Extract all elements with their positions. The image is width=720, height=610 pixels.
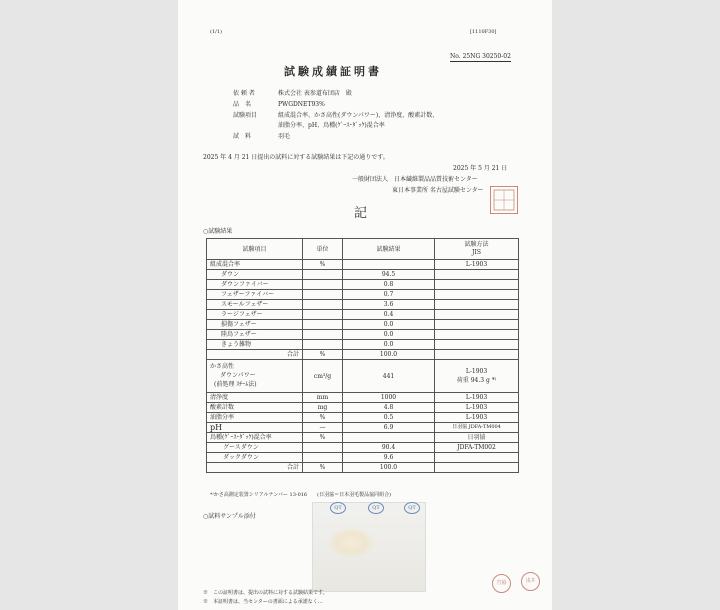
info-value-product: PWGDNET93% [278, 101, 325, 108]
sample-logo-3: QT [404, 502, 420, 514]
row-value: 1000 [343, 393, 435, 403]
note-1: ※ この証明書は、提出の試料に対する試験結果です。 [203, 590, 328, 596]
empty-cell [435, 300, 519, 310]
species-total-value: 100.0 [343, 463, 435, 473]
row-name: 油脂分率 [207, 413, 303, 423]
note-2: ※ 本証明書は、当センターの書面による承諾なく… [203, 599, 323, 605]
composition-total-value: 100.0 [343, 350, 435, 360]
bulk-unit: cm³/g [303, 360, 343, 393]
row-value: 0.8 [343, 280, 435, 290]
row-name: ダウン [207, 270, 303, 280]
row-name: きょう雑物 [207, 340, 303, 350]
empty-cell [303, 330, 343, 340]
table-row [207, 310, 519, 320]
empty-cell [435, 340, 519, 350]
row-name: ダウンファイバー [207, 280, 303, 290]
statement-text: 2025 年 4 月 21 日提出の試料に対する試験結果は下記の通りです。 [203, 154, 389, 161]
empty-cell [303, 443, 343, 453]
personal-stamp-1: 宮脇 [492, 574, 511, 593]
empty-cell [435, 350, 519, 360]
row-name: ラージフェザー [207, 310, 303, 320]
row-method: L-1903 [435, 403, 519, 413]
table-row [207, 330, 519, 340]
empty-cell [303, 270, 343, 280]
seal-icon [491, 187, 517, 213]
table-header-row [207, 239, 519, 260]
species-unit: % [303, 433, 343, 443]
empty-cell [435, 310, 519, 320]
table-row [207, 350, 519, 360]
table-row [207, 260, 519, 270]
table-row [207, 413, 519, 423]
row-name: グースダウン [207, 443, 303, 453]
species-total-unit: % [303, 463, 343, 473]
down-sample-image [328, 528, 374, 558]
issuer-office: 東日本事業所 名古屋試験センター [392, 187, 484, 194]
row-method: 日羽協 JDFA-TM004 [435, 423, 519, 433]
info-label-test-items: 試験項目 [233, 112, 258, 119]
header-method-label: 試験方法 [464, 241, 489, 248]
empty-cell [303, 310, 343, 320]
empty-cell [343, 260, 435, 270]
table-row [207, 320, 519, 330]
row-value: 90.4 [343, 443, 435, 453]
empty-cell [435, 320, 519, 330]
row-name: スモールフェザー [207, 300, 303, 310]
empty-cell [435, 453, 519, 463]
table-row [207, 340, 519, 350]
row-unit: mg [303, 403, 343, 413]
section-sample-heading: ○試料サンプル添付 [203, 513, 256, 520]
empty-cell [303, 280, 343, 290]
sample-logo-1: QT [330, 502, 346, 514]
bulk-method: L-1903 [465, 368, 488, 375]
empty-cell [435, 280, 519, 290]
footnote: *⁾かさ高測定装置シリアルナンバー 13-016 (日羽協＝日本羽毛製品協同組合) [210, 492, 392, 498]
row-value: 0.5 [343, 413, 435, 423]
composition-total-label: 合計 [207, 350, 303, 360]
bulk-cell [207, 360, 303, 393]
composition-label: 組成混合率 [207, 260, 303, 270]
row-value: 9.6 [343, 453, 435, 463]
row-method: L-1903 [435, 413, 519, 423]
ki-heading: 記 [354, 206, 368, 221]
table-row [207, 393, 519, 403]
species-method-2: JDFA-TM002 [435, 443, 519, 453]
empty-cell [343, 433, 435, 443]
composition-total-unit: % [303, 350, 343, 360]
row-name: 酸素計数 [207, 403, 303, 413]
row-unit: % [303, 413, 343, 423]
empty-cell [303, 300, 343, 310]
info-label-sample: 試 料 [233, 133, 252, 140]
header-unit: 単位 [303, 239, 343, 260]
form-code: [1110F30] [470, 29, 497, 35]
row-name: 損傷フェザー [207, 320, 303, 330]
results-table [206, 238, 519, 473]
empty-cell [303, 340, 343, 350]
row-value: 0.7 [343, 290, 435, 300]
issue-date: 2025 年 5 月 21 日 [453, 165, 508, 172]
official-seal [490, 186, 518, 214]
issuer-organization: 一般財団法人 日本繊維製品品質技術センター [352, 176, 478, 183]
empty-cell [435, 290, 519, 300]
info-label-client: 依 頼 者 [233, 90, 255, 97]
table-row [207, 463, 519, 473]
empty-cell [435, 330, 519, 340]
info-value-test-items-1: 組成混合率、かさ高性(ダウンパワー)、清浄度、酸素計数、 [278, 112, 439, 119]
table-row [207, 433, 519, 443]
row-value: 3.6 [343, 300, 435, 310]
bulk-method-note: 荷重 94.3 g *⁾ [456, 377, 497, 384]
empty-cell [303, 453, 343, 463]
bulk-method-cell [435, 360, 519, 393]
table-row [207, 290, 519, 300]
info-value-sample: 羽毛 [278, 133, 291, 140]
info-value-client: 株式会社 表参道布団店 殿 [278, 90, 352, 97]
empty-cell [435, 463, 519, 473]
row-name: フェザーファイバー [207, 290, 303, 300]
row-unit: mm [303, 393, 343, 403]
bulk-value: 441 [343, 360, 435, 393]
row-name: 陸鳥フェザー [207, 330, 303, 340]
row-name: ダックダウン [207, 453, 303, 463]
row-value: 0.0 [343, 340, 435, 350]
row-value: 94.5 [343, 270, 435, 280]
row-method: L-1903 [435, 393, 519, 403]
header-result: 試験結果 [343, 239, 435, 260]
row-unit: — [303, 423, 343, 433]
sample-logo-2: QT [368, 502, 384, 514]
header-method-jis: JIS [472, 249, 481, 256]
empty-cell [435, 270, 519, 280]
section-results-heading: ○試験結果 [203, 228, 233, 235]
bulk-label: かさ高性 [210, 363, 235, 370]
row-value: 4.8 [343, 403, 435, 413]
composition-method: L-1903 [435, 260, 519, 270]
row-name: pH [207, 423, 303, 433]
table-row [207, 403, 519, 413]
bulk-sub: ダウンパワー [220, 372, 256, 379]
row-value: 0.4 [343, 310, 435, 320]
header-method [435, 239, 519, 260]
table-row [207, 443, 519, 453]
table-row [207, 423, 519, 433]
composition-unit: % [303, 260, 343, 270]
species-label: 鳥種(ｸﾞｰｽ･ﾀﾞｯｸ)混合率 [207, 433, 303, 443]
header-item: 試験項目 [207, 239, 303, 260]
row-value: 6.9 [343, 423, 435, 433]
bulk-pretreatment: (前処理 ｽﾁｰﾑ法) [214, 381, 257, 388]
table-row [207, 360, 519, 393]
info-label-product: 品 名 [233, 101, 252, 108]
table-row [207, 300, 519, 310]
table-row [207, 270, 519, 280]
table-row [207, 453, 519, 463]
document-number: No. 25NG 30250-02 [450, 53, 511, 60]
row-value: 0.0 [343, 330, 435, 340]
document-title: 試験成績証明書 [284, 65, 382, 78]
row-value: 0.0 [343, 320, 435, 330]
row-name: 清浄度 [207, 393, 303, 403]
empty-cell [303, 320, 343, 330]
species-method-1: 日羽協 [435, 433, 519, 443]
info-value-test-items-2: 油脂分率、pH、鳥種(ｸﾞｰｽ･ﾀﾞｯｸ)混合率 [278, 122, 385, 129]
species-total-label: 合計 [207, 463, 303, 473]
table-row [207, 280, 519, 290]
empty-cell [303, 290, 343, 300]
page-indicator: (1/1) [210, 29, 222, 35]
personal-stamp-2: 浅井 [521, 572, 540, 591]
